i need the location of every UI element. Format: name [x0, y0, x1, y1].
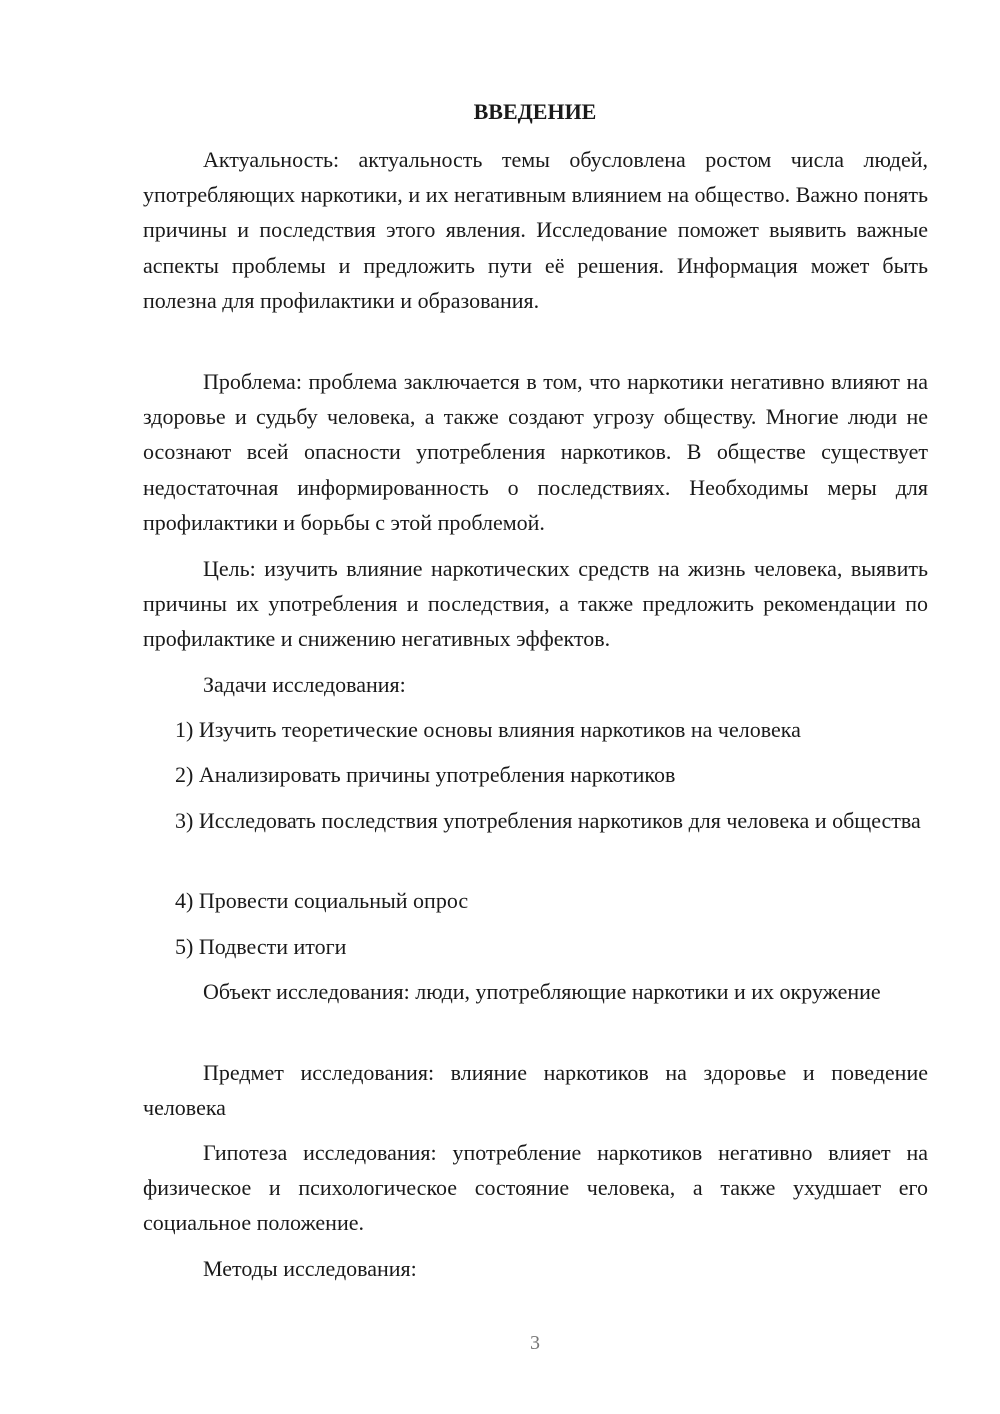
task-item-3: 3) Исследовать последствия употребления наркотиков для человека и общества	[175, 808, 921, 833]
methods-heading: Методы исследования:	[203, 1256, 417, 1281]
paragraph-goal: Цель: изучить влияние наркотических средств на жизнь человека, выявить причины их употребления и последствия, а также предложить рекомендации по профилактике и снижению негативных эффектов.	[143, 556, 928, 652]
page-number: 3	[530, 1332, 540, 1354]
paragraph-object: Объект исследования: люди, употребляющие наркотики и их окружение	[203, 979, 881, 1004]
paragraph-problem: Проблема: проблема заключается в том, что наркотики негативно влияют на здоровье и судьбу человека, а также создают угрозу обществу. Многие люди не осознают всей опасности употребления наркотиков. В обществе существует недостаточная информированность о последствиях. Необходимы меры для профилактики и борьбы с этой проблемой.	[143, 369, 928, 535]
paragraph-relevance: Актуальность: актуальность темы обусловлена ростом числа людей, употребляющих наркотики, и их негативным влиянием на общество. Важно понять причины и последствия этого явления. Исследование поможет выявить важные аспекты проблемы и предложить пути её решения. Информация может быть полезна для профилактики и образования.	[143, 147, 928, 313]
section-title: ВВЕДЕНИЕ	[473, 99, 597, 124]
task-item-5: 5) Подвести итоги	[175, 934, 347, 959]
paragraph-subject: Предмет исследования: влияние наркотиков на здоровье и поведение человека	[143, 1060, 928, 1121]
task-item-1: 1) Изучить теоретические основы влияния наркотиков на человека	[175, 717, 801, 742]
task-item-4: 4) Провести социальный опрос	[175, 888, 469, 913]
paragraph-hypothesis: Гипотеза исследования: употребление наркотиков негативно влияет на физическое и психологическое состояние человека, а также ухудшает его социальное положение.	[143, 1140, 928, 1236]
task-item-2: 2) Анализировать причины употребления наркотиков	[175, 762, 676, 787]
tasks-heading: Задачи исследования:	[203, 672, 406, 697]
